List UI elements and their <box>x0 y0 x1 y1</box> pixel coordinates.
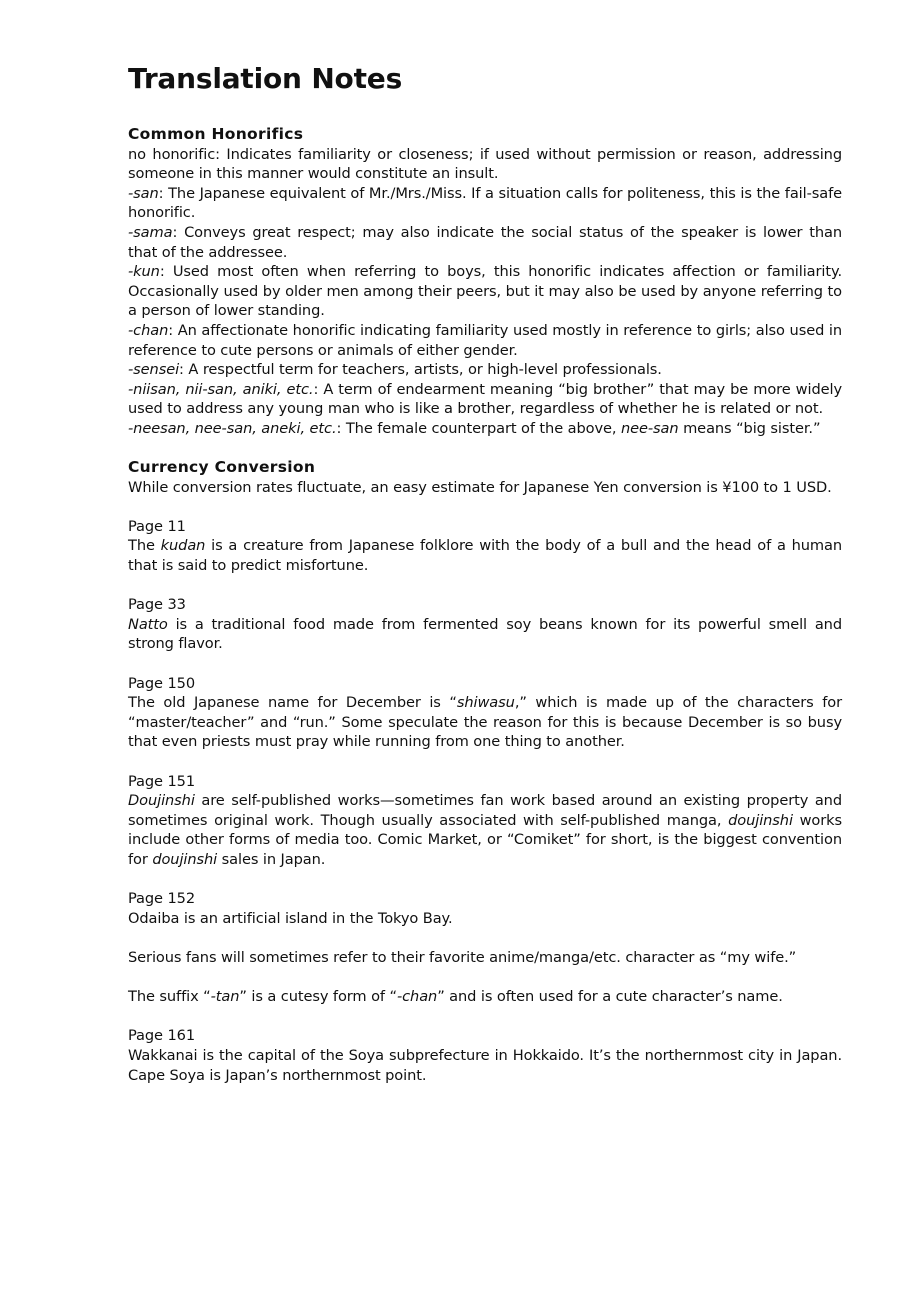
honorific-term: -neesan, nee-san, aneki, etc. <box>128 419 337 437</box>
page-reference: Page 161 <box>128 1027 196 1045</box>
honorific-term: no honorific <box>128 145 216 163</box>
note-text-part: is a traditional food made from fermented soy beans known for its powerful smell and strong flavor. <box>128 615 842 653</box>
honorific-description-tail: means “big sister.” <box>678 419 821 437</box>
note-text <box>128 791 842 869</box>
honorific-term: -niisan, nii-san, aniki, etc. <box>128 380 314 398</box>
note-text <box>128 987 842 1007</box>
honorific-term-inline: nee-san <box>620 419 679 437</box>
note-text: Odaiba is an artificial island in the Tokyo Bay. <box>128 909 453 927</box>
note-page-150 <box>128 674 842 752</box>
note-text-part: The suffix “ <box>128 988 211 1006</box>
note-page-152-tan <box>128 987 842 1007</box>
honorific-description: : The female counterpart of the above, <box>336 419 621 437</box>
note-term: doujinshi <box>152 850 218 868</box>
honorific-description: : The Japanese equivalent of Mr./Mrs./Miss. If a situation calls for politeness, this is the fail-safe honorific. <box>128 184 842 222</box>
page-reference: Page 151 <box>128 772 196 790</box>
note-text-part: The <box>128 537 161 555</box>
note-term: kudan <box>160 537 206 555</box>
note-text <box>128 536 842 575</box>
page-reference: Page 150 <box>128 674 196 692</box>
note-term: Natto <box>128 615 168 633</box>
note-term: -tan <box>210 988 240 1006</box>
honorific-entry-sama <box>128 223 842 262</box>
note-page-161 <box>128 1026 842 1085</box>
page-title: Translation Notes <box>128 62 403 95</box>
honorific-description: : Conveys great respect; may also indicate the social status of the speaker is lower than that of the addressee. <box>128 223 842 261</box>
honorific-description: : Used most often when referring to boys, this honorific indicates affection or familiarity. Occasionally used by older men among their peers, but it may also be used by anyone referring to a person of lower standing. <box>128 263 842 320</box>
honorific-term: -kun <box>128 263 160 281</box>
note-text-part: ” is a cutesy form of “ <box>239 988 397 1006</box>
honorific-entry-none <box>128 145 842 184</box>
honorific-term: -chan <box>128 321 169 339</box>
note-text-part: sales in Japan. <box>217 850 326 868</box>
honorific-entry-neesan <box>128 419 842 439</box>
translation-notes-page <box>128 62 842 1105</box>
page-reference: Page 152 <box>128 890 196 908</box>
note-text <box>128 615 842 654</box>
note-text: Wakkanai is the capital of the Soya subprefecture in Hokkaido. It’s the northernmost city in Japan. Cape Soya is Japan’s northernmost point. <box>128 1046 842 1084</box>
honorific-term: -san <box>128 184 159 202</box>
currency-text: While conversion rates fluctuate, an easy estimate for Japanese Yen conversion is ¥100 to 1 USD. <box>128 478 832 496</box>
note-text-part: The old Japanese name for December is “ <box>128 694 457 712</box>
note-term: Doujinshi <box>128 792 195 810</box>
note-text-part: ” and is often used for a cute character’s name. <box>437 988 783 1006</box>
note-page-152-wife <box>128 948 842 968</box>
honorific-entry-niisan <box>128 380 842 419</box>
honorific-term: -sensei <box>128 361 180 379</box>
note-text <box>128 693 842 752</box>
honorific-term: -sama <box>128 223 173 241</box>
currency-section <box>128 458 842 497</box>
note-page-33 <box>128 595 842 654</box>
note-text: Serious fans will sometimes refer to their favorite anime/manga/etc. character as “my wife.” <box>128 948 797 966</box>
note-term: shiwasu <box>456 694 515 712</box>
honorific-description: : Indicates familiarity or closeness; if used without permission or reason, addressing someone in this manner would constitute an insult. <box>128 145 842 183</box>
note-term: -chan <box>396 988 438 1006</box>
honorific-description: : An affectionate honorific indicating familiarity used mostly in reference to girls; also used in reference to cute persons or animals of either gender. <box>128 321 842 359</box>
honorific-entry-sensei <box>128 360 842 380</box>
honorifics-section <box>128 125 842 439</box>
page-reference: Page 11 <box>128 517 186 535</box>
honorific-description: : A term of endearment meaning “big brother” that may be more widely used to address any young man who is like a brother, regardless of whether he is related or not. <box>128 380 842 418</box>
currency-heading: Currency Conversion <box>128 458 316 477</box>
page-reference: Page 33 <box>128 596 186 614</box>
honorific-entry-kun <box>128 262 842 321</box>
note-page-151 <box>128 772 842 870</box>
note-term: doujinshi <box>728 811 793 829</box>
note-text-part: are self-published works—sometimes fan work based around an existing property and sometimes original work. Though usually associated with self-published manga, <box>128 792 842 829</box>
note-text-part: works include other forms of media too. Comic Market, or “Comiket” for short, is the biggest convention for <box>128 811 842 868</box>
honorifics-heading: Common Honorifics <box>128 125 304 143</box>
note-page-11 <box>128 517 842 576</box>
honorific-description: : A respectful term for teachers, artists, or high-level professionals. <box>179 361 662 379</box>
note-page-152 <box>128 889 842 928</box>
honorific-entry-san <box>128 184 842 223</box>
honorific-entry-chan <box>128 321 842 360</box>
note-text-part: is a creature from Japanese folklore with the body of a bull and the head of a human that is said to predict misfortune. <box>128 537 843 575</box>
note-text-part: ,” which is made up of the characters for “master/teacher” and “run.” Some speculate the reason for this is because December is so busy that even priests must pray while running from one thing to another. <box>128 694 842 751</box>
